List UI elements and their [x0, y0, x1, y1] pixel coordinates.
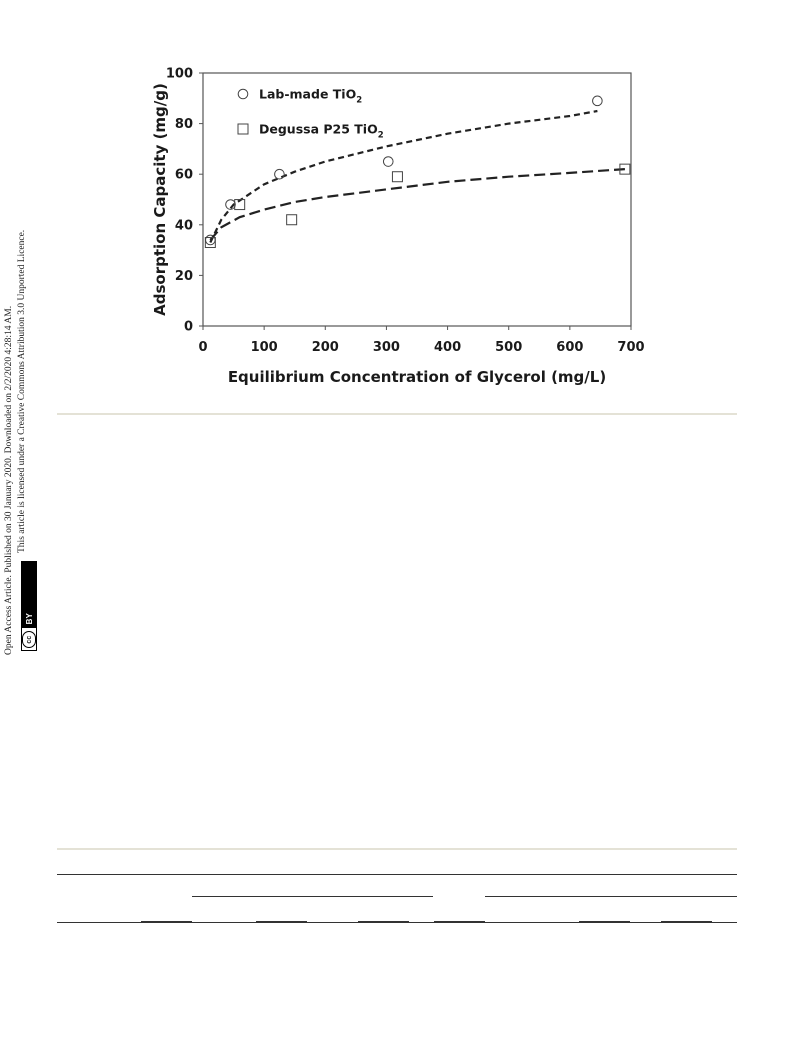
x-tick-label: 400 — [434, 340, 462, 355]
x-tick-label: 700 — [617, 340, 645, 355]
table-rule-group-1 — [192, 896, 433, 897]
section-divider-bottom — [57, 848, 737, 850]
legend-marker-circle — [238, 89, 248, 99]
x-axis-title: Equilibrium Concentration of Glycerol (mg/L) — [227, 368, 607, 386]
legend-subscript: 2 — [356, 95, 363, 106]
sidebar-line-publication: Open Access Article. Published on 30 January 2020. Downloaded on 2/2/2020 4:28:14 AM. — [4, 305, 14, 655]
y-tick-label: 40 — [174, 218, 193, 234]
x-tick-label: 100 — [250, 340, 278, 355]
table-rule-seg — [256, 921, 307, 923]
y-tick-label: 100 — [165, 66, 193, 82]
y-tick-label: 80 — [174, 117, 193, 133]
x-tick-label: 0 — [198, 340, 208, 355]
x-tick-label: 600 — [556, 340, 584, 355]
sidebar-line-license[interactable]: This article is licensed under a Creative Commons Attribution 3.0 Unported Licence. — [17, 229, 27, 553]
table-rule-top — [57, 874, 737, 875]
data-point-lab-made — [383, 157, 393, 167]
y-axis-title: Adsorption Capacity (mg/g) — [151, 83, 169, 316]
license-sidebar — [3, 195, 43, 655]
cc-by-badge[interactable] — [21, 561, 37, 651]
cc-icon: cc — [22, 631, 36, 648]
table-rule-group-2 — [485, 896, 737, 897]
y-tick-label: 60 — [174, 167, 193, 183]
plot-frame — [203, 73, 631, 326]
legend-marker-square — [238, 124, 248, 134]
data-point-degussa — [287, 215, 297, 225]
data-point-lab-made — [275, 169, 285, 179]
legend-label-series-2: Degussa P25 TiO$_2$ — [259, 121, 384, 141]
table-rule-seg — [661, 921, 712, 923]
x-tick-label: 500 — [495, 340, 523, 355]
adsorption-chart — [0, 0, 793, 420]
data-point-degussa — [392, 172, 402, 182]
table-rule-seg — [579, 921, 630, 923]
table-rule-seg — [358, 921, 409, 923]
by-icon: BY — [22, 562, 36, 628]
table-rule-seg — [434, 921, 485, 923]
legend-subscript: 2 — [377, 130, 384, 141]
x-tick-label: 200 — [311, 340, 339, 355]
y-tick-label: 20 — [174, 268, 193, 284]
data-point-lab-made — [593, 96, 603, 106]
y-tick-label: 0 — [183, 319, 193, 335]
legend-label-series-1: Lab-made TiO$_2$ — [259, 86, 363, 106]
section-divider-top — [57, 413, 737, 415]
x-tick-label: 300 — [372, 340, 400, 355]
table-rule-seg — [141, 921, 192, 923]
